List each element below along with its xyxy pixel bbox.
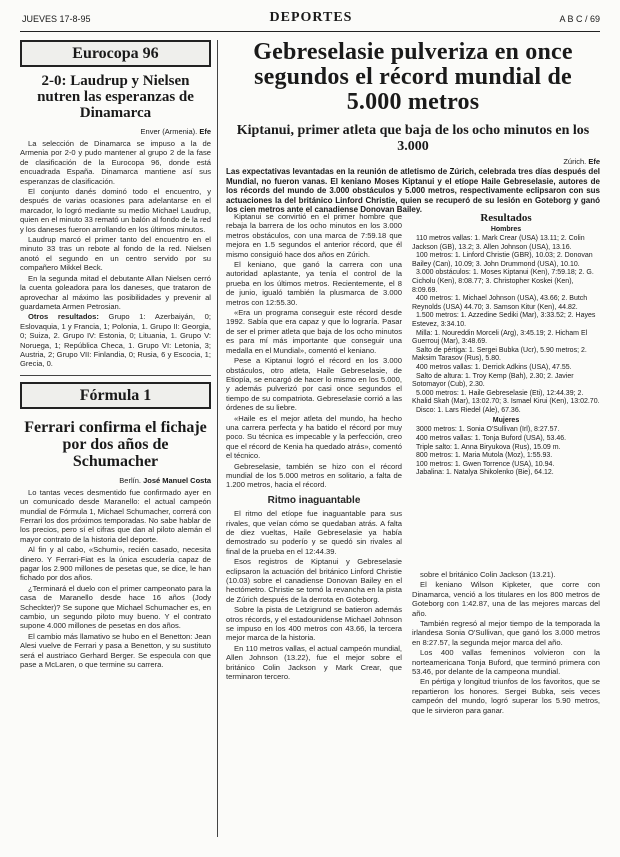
main-paragraph: El keniano, que ganó la carrera con una autoridad aplastante, ya tenía el control de la prueba en los últimos metros. Recientemente, el 8 de junio, igualó también la plusmarca de 3.000 metros con 12:55.30. [226,260,402,307]
main-paragraph: En 110 metros vallas, el actual campeón mundial, Allen Johnson (13.22), fue el mejor sobre el británico Colin Jackson y Mark Crear, que terminaron tercero. [226,643,402,682]
euro-byline: Enver (Armenia). Efe [140,127,211,136]
f1-byline: Berlín. José Manuel Costa [119,475,211,485]
result-line: 400 metros vallas: 1. Derrick Adkins (USA), 47.55. [416,363,572,371]
page-number: A B C / 69 [559,14,600,24]
main-paragraph: Esos registros de Kiptanui y Gebreselasie eclipsaron la actuación del británico Linford Christie (10.03) sobre el canadiense Donovan Bailey en el hectómetro. Christie se tomó la revancha en la pista de Zúrich después de la derrota en Goteborg. [226,557,402,604]
f1-box-title: Fórmula 1 [20,382,211,409]
main-paragraph: En pértiga y longitud triunfos de los favoritos, que se repartieron los honores. Sergei Bubka, seis veces campeón del mundo, logró superar los 5.90 metros, que le sirvieron para ganar. [412,677,600,715]
main-paragraph: sobre el británico Colin Jackson (13.21). [420,570,556,579]
main-byline: Zúrich. Efe [563,157,600,166]
main-article [226,39,600,715]
f1-headline: Ferrari confirma el fichaje por dos años de Schumacher [24,418,207,470]
euro-body [20,139,211,369]
result-line: 1.500 metros: 1. Azzedine Sediki (Mar), 3:33.52; 2. Hayes Estevez, 3:34.10. [412,312,596,328]
f1-paragraph: ¿Terminará el duelo con el primer campeonato para la casa de Maranello desde hace 16 años (Jody Scheckter)? Se supone que Michael Schumacher es, en cambio, un segundo piloto muy bueno. Y el contrato supone 4.000 millones de pesetas en dos años. [20,583,211,631]
header-rule [20,31,600,32]
main-paragraph: «Haile es el mejor atleta del mundo, ha hecho una carrera perfecta y ha batido el récord por muy poco. Su técnica es impecable y la perfección, creo que el récord de Kenia ha quedado atrás», comentó el técnico. [226,413,402,461]
result-line: 800 metros: 1. Maria Mutola (Moz), 1:55.93. [416,452,553,460]
results-women-label: Mujeres [492,417,520,425]
left-column [20,40,218,837]
result-line: Jabalina: 1. Natalya Shikolenko (Bie), 64.12. [416,469,554,477]
result-line: Salto de pértiga: 1. Sergei Bubka (Ucr), 5.90 metros; 2. Maksim Tarasov (Rus), 5.80. [412,346,587,363]
f1-paragraph: Lo tantas veces desmentido fue confirmado ayer en un comunicado desde Maranello: el actual campeón mundial de Fórmula 1, Michael Schumacher, correrá con Ferrari los dos próximos temporadas. No sabe hablar de los precios, pero sí el cifras que dan al piloto alemán el mayor contrato de la historia del deporte. [20,487,211,544]
main-column-1 [226,212,402,683]
result-line: 5.000 metros: 1. Haile Gebreselasie (Eti), 12:44.39; 2. Khalid Skah (Mar), 13:02.70; 3. Ismael Kirui (Ken), 13:02.70. [412,389,600,406]
results-box [412,212,600,478]
main-paragraph: Gebreselasie, también se hizo con el récord mundial de los 5.000 metros en solitario, a falta de 1.200 metros, hacia el récord. [226,461,402,490]
main-paragraph: También regresó al mejor tiempo de la temporada la irlandesa Sonia O'Sullivan, que ganó los 3.000 metros en 8:27.57, la segunda mejor marca del año. [412,619,600,647]
main-headline: Gebreselasie pulveriza en once segundos el récord mundial de 5.000 metros [253,39,573,115]
page-header [22,10,600,28]
divider [20,375,211,376]
euro-headline: 2-0: Laudrup y Nielsen nutren las esperanzas de Dinamarca [37,73,194,121]
main-paragraph: Kiptanui se convirtió en el primer hombre que rebaja la barrera de los ocho minutos en los 3.000 metros obstáculos, con una marca de 7:59.18 que mejora en 1.5 segundos el anterior récord, que él mismo consiguió hace dos años en Zúrich. [226,212,402,259]
f1-body [20,488,211,670]
main-paragraph: Sobre la pista de Letzigrund se batieron además otros récords, y el estadounidense Michael Johnson se impuso en los 400 metros con 43.66, la tercera mejor marca de la historia. [226,605,402,643]
euro-paragraph: Laudrup marcó el primer tanto del encuentro en el minuto 33 tras un rebote al fondo de la red. Nielsen anotó el segundo en un centro servido por su compañero Mikkel Beck. [20,235,211,273]
f1-paragraph: El cambio más llamativo se hubo en el Benetton: Jean Alesi vuelve de Ferrari y pasa a Benetton, y su sustituto será el austriaco Gerhard Berger. Se especula con que pase a McLaren, o que termine su carrera. [20,631,211,670]
result-line: 3000 metros: 1. Sonia O'Sullivan (Irl), 8:27.57. [416,426,560,434]
result-line: Disco: 1. Lars Riedel (Ale), 67.36. [416,406,521,414]
euro-paragraph: La selección de Dinamarca se impuso a la de Armenia por 2-0 y pudo mantener al grupo 2 de la fase de clasificación de la Eurocopa 96, donde está encuadrada España. Dinamarca mantiene así sus esperanzas de clasificación. [20,139,211,186]
f1-paragraph: Al fin y al cabo, «Schumi», recién casado, necesita dinero. Y Ferrari-Fiat es la única escudería capaz de pagar los 2.900 millones de pesetas que, se dice, le han fichado por dos años. [20,545,211,583]
euro-paragraph: En la segunda mitad el debutante Allan Nielsen cerró la cuenta goleadora para los daneses, que trataron de aprovechar al máximo las posibilidades y prevenir al guardameta Armen Petrosian. [20,273,211,311]
result-line: 3.000 obstáculos: 1. Moses Kiptanui (Ken), 7:59.18; 2. G. Cicholu (Ken), 8:08.77; 3. Christopher Koskei (Ken), 8:09.69. [412,269,594,294]
result-line: 100 metros: 1. Gwen Torrence (USA), 10.94. [416,460,555,468]
euro-other-results: Otros resultados: Grupo 1: Azerbaiyán, 0; Eslovaquia, 1 y Francia, 1; Polonia, 1. Grupo II: Georgia, 0; Suiza, 2. Grupo IV: Estonia, 0; Lituania, 1. Grupo V: Noruega, 1; República Checa, 1. Grupo VI: Letonia, 3; Austria, 2; Grupo VII: Finlandia, 0; Rusia, 6 y Escocia, 1; Grecia, 0. [20,312,211,369]
result-line: 400 metros vallas: 1. Tonja Buford (USA), 53.46. [416,435,567,443]
result-line: 110 metros vallas: 1. Mark Crear (USA) 13.11; 2. Colin Jackson (GB), 13.2; 3. Allen Johnson (USA), 13.16. [412,235,585,251]
main-paragraph: Pese a Kiptanui logró el récord en los 3.000 obstáculos, otro atleta, Haile Gebreselasie, de Etiopía, se encargó de hacer lo mismo en los 5.000, y además pulverizó por casi once segundos el tiempo de su compatriota. Gebreselasie corrió a las órdenes de su liebre. [226,356,402,413]
main-paragraph: Los 400 vallas femeninos volvieron con la norteamericana Tonja Buford, que terminó primera con 53.46, por delante de la campeona mundial. [412,648,600,677]
results-women-list [412,426,600,478]
issue-date: JUEVES 17-8-95 [22,14,91,24]
main-lead: Las expectativas levantadas en la reunión de atletismo de Zúrich, celebrada tres días después del Mundial, no fueron vanas. El keniano Moses Kiptanui y el etíope Haile Gebreselasie, autores de los récords del mundo de 3.000 obstáculos y 5.000 metros, respectivamente eclipsaron con sus actuaciones la del británico Linford Christie, quien se recuperó de su lesión en Goteborg y ganó los cien metros ante el canadiense Donovan Bailey. [226,167,600,215]
results-men-list [412,235,600,415]
result-line: 400 metros: 1. Michael Johnson (USA), 43.66; 2. Butch Reynolds (USA) 44.70; 3. Samson Kitur (Ken), 44.82. [412,295,588,311]
result-line: 100 metros: 1. Linford Christie (GBR), 10.03; 2. Donovan Bailey (Can), 10.09; 3. John Drummond (USA), 10.10. [412,252,593,268]
euro-box-title: Eurocopa 96 [20,40,211,67]
section-subhead: Ritmo inaguantable [267,494,361,506]
main-subhead: Kiptanui, primer atleta que baja de los ocho minutos en los 3.000 [236,123,590,154]
results-men-label: Hombres [490,226,522,233]
result-line: Milla: 1. Noureddin Morceli (Arg), 3:45.19; 2. Hicham El Guerrouj (Mar), 3:48.69. [412,329,588,346]
result-line: Salto de altura: 1. Troy Kemp (Bah), 2.30; 2. Javier Sotomayor (Cub), 2.30. [412,372,574,389]
main-column-2 [412,570,600,716]
section-title: DEPORTES [269,10,353,25]
results-title: Resultados [480,212,532,224]
euro-paragraph: El conjunto danés dominó todo el encuentro, y después de varias ocasiones para adelantarse en el marcador, lo logró mediante su medio Michael Laudrup, quien en el minuto 33 remató un balón al fondo de la red y los daneses fueron arrollando en los últimos minutos. [20,187,211,234]
main-paragraph: El ritmo del etíope fue inaguantable para sus rivales, que veían cómo se quedaban atrás. A falta de diez vueltas, Haile Gebreselasie ya había demostrado su poderío y se quedó sin rivales al final de la prueba en el 12:44.39. [226,509,402,556]
main-paragraph: «Era un programa conseguir este récord desde 1992. Sabía que era capaz y que lo lograría. Pasar de ser el primer atleta que baja de los ocho minutos es para mí más importante que conseguir una medalla en el Mundial», comentó el keniano. [226,308,402,355]
result-line: Triple salto: 1. Anna Biryukova (Rus), 15.09 m. [416,443,561,451]
main-paragraph: El keniano Wilson Kipketer, que corre con Dinamarca, venció a los titulares en los 800 metros de Goteborg con 1:42.87, una de las mejores marcas del año. [412,580,600,618]
